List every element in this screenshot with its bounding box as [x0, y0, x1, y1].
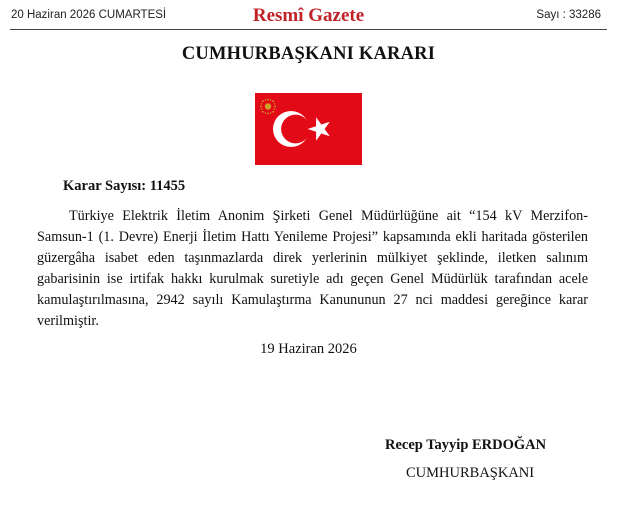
gazette-title: Resmî Gazete: [252, 5, 365, 26]
signer-title: CUMHURBAŞKANI: [406, 465, 535, 481]
signature-date: 19 Haziran 2026: [260, 341, 357, 357]
signer-name: Recep Tayyip ERDOĞAN: [385, 437, 547, 453]
issue-number: Sayı : 33286: [536, 9, 601, 21]
header-divider: [10, 29, 607, 30]
issue-date: 20 Haziran 2026 CUMARTESİ: [11, 9, 167, 21]
decision-heading: CUMHURBAŞKANI KARARI: [181, 44, 436, 64]
flag-of-turkey-icon: [255, 93, 362, 165]
decision-body: Türkiye Elektrik İletim Anonim Şirketi Genel Müdürlüğüne ait “154 kV Merzifon-Samsun-1 (1. Devre) Enerji İletim Hattı Yenileme Projesi” kapsamında ekli haritada gösterilen güzergâha isabet eden taşınmazlarda direk yerlerinin mülkiyet şeklinde, iletken salınım gabarisinin ise irtifak hakkı kurulmak suretiyle adı geçen Genel Müdürlük tarafından acele kamulaştırılmasına, 2942 sayılı Kamulaştırma Kanununun 27 nci maddesi gereğince karar verilmiştir.: [37, 208, 588, 329]
decision-number: Karar Sayısı: 11455: [63, 178, 186, 194]
